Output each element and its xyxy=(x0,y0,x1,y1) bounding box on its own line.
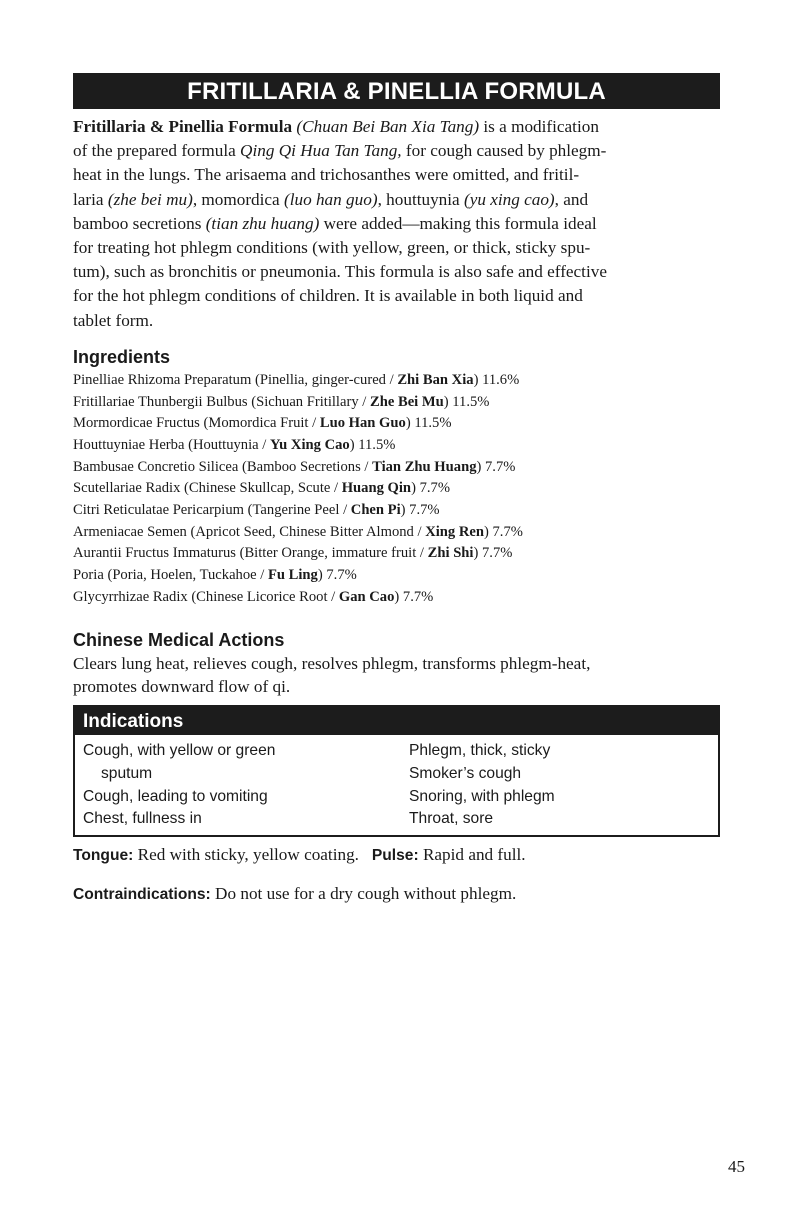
ingredient-item: Scutellariae Radix (Chinese Skullcap, Scute / Huang Qin) 7.7% xyxy=(73,480,450,497)
indication-item: sputum xyxy=(101,765,153,783)
ingredient-item: Pinelliae Rhizoma Preparatum (Pinellia, ginger-cured / Zhi Ban Xia) 11.6% xyxy=(73,371,520,388)
page-title: FRITILLARIA & PINELLIA FORMULA xyxy=(73,73,720,109)
indication-item: Phlegm, thick, sticky xyxy=(409,742,551,760)
ingredients-list xyxy=(73,370,720,609)
actions-text xyxy=(73,652,720,699)
indication-item: Cough, with yellow or green xyxy=(83,742,276,760)
indication-item: Snoring, with phlegm xyxy=(409,787,555,805)
ingredients-heading: Ingredients xyxy=(73,346,171,367)
actions-heading: Chinese Medical Actions xyxy=(73,629,285,650)
contraindications-label: Contraindications: xyxy=(73,886,211,904)
contraindications-text: Do not use for a dry cough without phlegm. xyxy=(210,884,517,904)
intro-text: tum), such as bronchitis or pneumonia. This formula is also safe and effective xyxy=(73,262,607,282)
intro-text: is a modification xyxy=(479,117,599,136)
intro-text: heat in the lungs. The arisaema and trichosanthes were omitted, and fritil- xyxy=(73,165,580,185)
ingredient-item: Poria (Poria, Hoelen, Tuckahoe / Fu Ling) 7.7% xyxy=(73,567,357,584)
tongue-text: Red with sticky, yellow coating. xyxy=(133,845,359,865)
pinyin-term: (yu xing cao) xyxy=(463,189,555,209)
pinyin-term: (zhe bei mu) xyxy=(107,189,193,209)
pulse-label: Pulse: xyxy=(371,847,419,865)
intro-text: , momordica xyxy=(192,189,284,209)
intro-text: , and xyxy=(554,189,589,209)
ingredient-item: Fritillariae Thunbergii Bulbus (Sichuan Fritillary / Zhe Bei Mu) 11.5% xyxy=(73,393,490,410)
indication-item: Smoker’s cough xyxy=(409,765,522,783)
contraindications-line xyxy=(73,882,720,907)
ingredient-item: Bambusae Concretio Silicea (Bamboo Secretions / Tian Zhu Huang) 7.7% xyxy=(73,458,516,475)
pulse-text: Rapid and full. xyxy=(418,845,526,865)
ingredient-item: Mormordicae Fructus (Momordica Fruit / Luo Han Guo) 11.5% xyxy=(73,415,452,432)
pinyin-term: (luo han guo) xyxy=(283,189,378,209)
indication-item: Cough, leading to vomiting xyxy=(83,787,268,805)
page-number: 45 xyxy=(728,1157,745,1176)
intro-text: tablet form. xyxy=(73,310,154,330)
base-formula: Qing Qi Hua Tan Tang, xyxy=(240,141,402,161)
formula-name: Fritillaria & Pinellia Formula xyxy=(73,117,293,136)
ingredient-item: Citri Reticulatae Pericarpium (Tangerine Peel / Chen Pi) 7.7% xyxy=(73,502,440,519)
intro-text: were added—making this formula ideal xyxy=(319,213,597,233)
actions-line: Clears lung heat, relieves cough, resolves phlegm, transforms phlegm-heat, xyxy=(73,653,591,673)
tongue-label: Tongue: xyxy=(73,847,134,865)
actions-line: promotes downward flow of qi. xyxy=(73,676,291,696)
ingredient-item: Houttuyniae Herba (Houttuynia / Yu Xing Cao) 11.5% xyxy=(73,436,396,453)
indications-box xyxy=(73,705,720,837)
intro-text: for the hot phlegm conditions of children. It is available in both liquid and xyxy=(73,286,583,306)
indications-heading: Indications xyxy=(75,707,718,735)
intro-text: , houttuynia xyxy=(377,189,464,209)
tongue-pulse-line xyxy=(73,843,720,868)
intro-text: of the prepared formula xyxy=(73,141,241,161)
intro-text: for treating hot phlegm conditions (with yellow, green, or thick, sticky spu- xyxy=(73,238,591,258)
indication-item: Throat, sore xyxy=(409,810,494,828)
indications-right-column xyxy=(409,740,555,831)
intro-text: laria xyxy=(73,189,108,209)
indications-left-column xyxy=(83,740,409,831)
formula-pinyin: (Chuan Bei Ban Xia Tang) xyxy=(296,117,480,136)
indication-item: Chest, fullness in xyxy=(83,810,202,828)
pinyin-term: (tian zhu huang) xyxy=(205,213,320,233)
intro-text: bamboo secretions xyxy=(73,213,206,233)
intro-paragraph xyxy=(73,115,720,333)
ingredient-item: Armeniacae Semen (Apricot Seed, Chinese Bitter Almond / Xing Ren) 7.7% xyxy=(73,523,523,540)
page-content xyxy=(73,73,720,907)
indications-columns xyxy=(75,735,718,835)
ingredient-item: Aurantii Fructus Immaturus (Bitter Orange, immature fruit / Zhi Shi) 7.7% xyxy=(73,545,513,562)
intro-text: for cough caused by phlegm- xyxy=(401,141,607,161)
ingredient-item: Glycyrrhizae Radix (Chinese Licorice Root / Gan Cao) 7.7% xyxy=(73,588,434,605)
